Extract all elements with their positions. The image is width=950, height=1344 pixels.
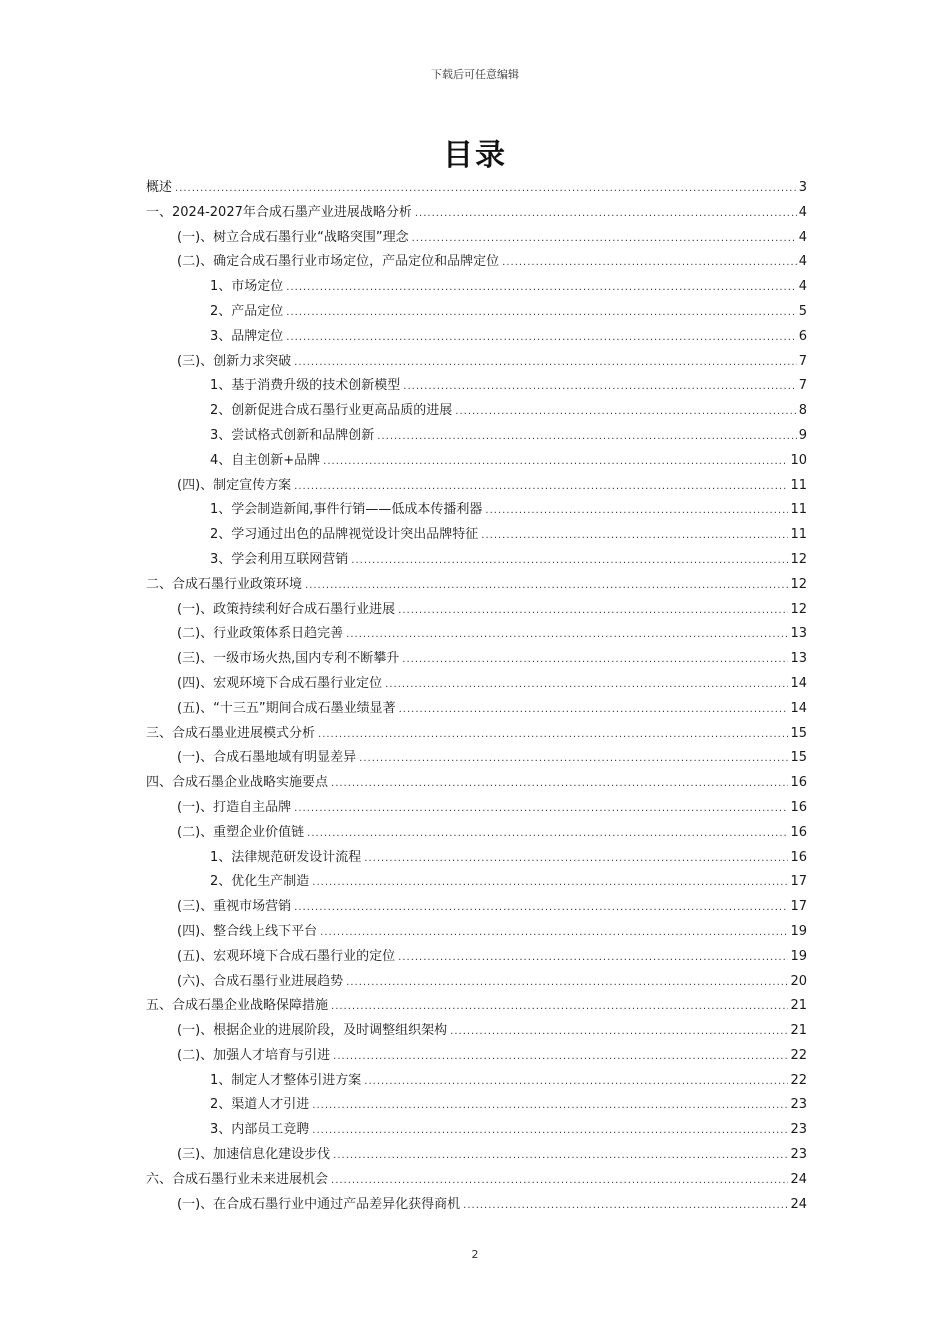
toc-entry[interactable] (146, 970, 807, 995)
toc-entry[interactable] (146, 523, 807, 548)
toc-entry[interactable] (146, 176, 807, 201)
toc-entry-page: 4 (798, 279, 807, 295)
toc-entry-title: (三)、创新力求突破 (177, 353, 292, 369)
toc-entry-title: 3、尝试格式创新和品牌创新 (210, 427, 375, 443)
toc-entry[interactable] (146, 1143, 807, 1168)
toc-entry-title: 2、创新促进合成石墨行业更高品质的进展 (210, 403, 453, 419)
toc-entry[interactable] (146, 945, 807, 970)
toc-entry-title: (一)、打造自主品牌 (177, 799, 292, 815)
toc-dot-leader (294, 896, 788, 921)
toc-entry[interactable] (146, 622, 807, 647)
header-note: 下载后可任意编辑 (431, 68, 519, 81)
toc-dot-leader (359, 747, 788, 772)
toc-dot-leader (403, 375, 796, 400)
toc-dot-leader (399, 698, 789, 723)
toc-entry-page: 13 (790, 626, 807, 642)
toc-entry-page: 14 (790, 675, 807, 691)
toc-entry-page: 10 (790, 452, 807, 468)
toc-entry[interactable] (146, 796, 807, 821)
toc-entry-page: 19 (790, 948, 807, 964)
toc-entry-title: (六)、合成石墨行业进展趋势 (177, 973, 344, 989)
toc-dot-leader (415, 202, 797, 227)
toc-entry-title: (一)、树立合成石墨行业“战略突围”理念 (177, 229, 409, 245)
toc-entry-title: (二)、重塑企业价值链 (177, 824, 305, 840)
toc-entry[interactable] (146, 746, 807, 771)
toc-entry[interactable] (146, 598, 807, 623)
toc-entry-title: 2、渠道人才引进 (210, 1097, 310, 1113)
toc-entry-title: 1、学会制造新闻,事件行销——低成本传播利器 (210, 502, 483, 518)
toc-dot-leader (331, 772, 788, 797)
toc-entry[interactable] (146, 697, 807, 722)
toc-entry[interactable] (146, 1069, 807, 1094)
toc-entry-title: 六、合成石墨行业未来进展机会 (146, 1171, 329, 1187)
toc-entry-page: 19 (790, 923, 807, 939)
toc-entry[interactable] (146, 771, 807, 796)
toc-entry-title: (四)、制定宣传方案 (177, 477, 292, 493)
toc-entry-page: 23 (790, 1097, 807, 1113)
toc-dot-leader (346, 623, 788, 648)
toc-dot-leader (323, 450, 788, 475)
toc-dot-leader (398, 599, 788, 624)
toc-entry-title: 概述 (146, 180, 173, 195)
toc-dot-leader (385, 673, 788, 698)
toc-entry-title: (一)、根据企业的进展阶段，及时调整组织架构 (177, 1023, 448, 1039)
toc-entry-page: 11 (790, 527, 807, 543)
toc-dot-leader (455, 400, 796, 425)
toc-dot-leader (377, 425, 796, 450)
toc-entry-title: (四)、宏观环境下合成石墨行业定位 (177, 675, 383, 691)
toc-dot-leader (481, 524, 788, 549)
toc-dot-leader (402, 648, 788, 673)
toc-entry[interactable] (146, 895, 807, 920)
toc-entry[interactable] (146, 498, 807, 523)
toc-entry[interactable] (146, 1093, 807, 1118)
toc-dot-leader (502, 251, 797, 276)
toc-entry[interactable] (146, 1168, 807, 1193)
toc-entry[interactable] (146, 399, 807, 424)
toc-entry-title: (二)、行业政策体系日趋完善 (177, 626, 344, 642)
toc-entry-title: (一)、合成石墨地域有明显差异 (177, 750, 357, 766)
toc-entry[interactable] (146, 226, 807, 251)
toc-entry-title: 三、合成石墨业进展模式分析 (146, 725, 316, 741)
toc-entry-page: 17 (790, 899, 807, 915)
toc-entry-page: 12 (790, 601, 807, 617)
toc-entry-title: 1、基于消费升级的技术创新模型 (210, 378, 401, 394)
toc-entry-title: 2、学习通过出色的品牌视觉设计突出品牌特征 (210, 527, 479, 543)
toc-entry-page: 8 (798, 403, 807, 419)
toc-entry[interactable] (146, 300, 807, 325)
toc-dot-leader (286, 301, 796, 326)
toc-entry-title: 2、产品定位 (210, 303, 284, 319)
toc-entry[interactable] (146, 250, 807, 275)
toc-entry-page: 23 (790, 1122, 807, 1138)
toc-entry-page: 20 (790, 973, 807, 989)
toc-entry-page: 23 (790, 1147, 807, 1163)
toc-entry-title: (五)、“十三五”期间合成石墨业绩显著 (177, 700, 396, 716)
toc-entry-page: 5 (798, 303, 807, 319)
toc-dot-leader (294, 475, 788, 500)
toc-dot-leader (364, 1070, 788, 1095)
toc-entry-page: 4 (798, 254, 807, 270)
toc-dot-leader (331, 995, 788, 1020)
toc-entry-title: 3、品牌定位 (210, 328, 284, 344)
toc-entry-page: 7 (798, 378, 807, 394)
toc-entry-page: 24 (790, 1171, 807, 1187)
toc-entry-page: 6 (798, 328, 807, 344)
toc-entry-title: 1、市场定位 (210, 279, 284, 295)
toc-entry-page: 16 (790, 849, 807, 865)
toc-entry-title: 一、2024-2027年合成石墨产业进展战略分析 (146, 204, 412, 220)
toc-entry-page: 24 (790, 1196, 807, 1212)
toc-entry[interactable] (146, 474, 807, 499)
toc-entry-page: 13 (790, 651, 807, 667)
toc-entry-page: 15 (790, 725, 807, 741)
table-of-contents (146, 176, 807, 1217)
toc-entry[interactable] (146, 1044, 807, 1069)
toc-entry-page: 22 (790, 1072, 807, 1088)
toc-entry-page: 16 (790, 799, 807, 815)
toc-dot-leader (305, 574, 788, 599)
toc-entry[interactable] (146, 548, 807, 573)
toc-entry-title: 3、学会利用互联网营销 (210, 551, 349, 567)
toc-entry-page: 12 (790, 551, 807, 567)
toc-entry-page: 7 (798, 353, 807, 369)
toc-dot-leader (351, 549, 788, 574)
toc-entry[interactable] (146, 275, 807, 300)
toc-entry-title: (二)、确定合成石墨行业市场定位，产品定位和品牌定位 (177, 254, 500, 270)
toc-dot-leader (312, 871, 788, 896)
toc-entry[interactable] (146, 325, 807, 350)
toc-entry-page: 15 (790, 750, 807, 766)
toc-dot-leader (307, 822, 788, 847)
toc-dot-leader (364, 847, 788, 872)
toc-entry-page: 11 (790, 477, 807, 493)
toc-dot-leader (294, 351, 797, 376)
toc-dot-leader (412, 227, 797, 252)
toc-entry-page: 22 (790, 1047, 807, 1063)
page-number: 2 (471, 1248, 479, 1261)
toc-entry[interactable] (146, 201, 807, 226)
toc-entry-page: 21 (790, 998, 807, 1014)
toc-entry-page: 11 (790, 502, 807, 518)
toc-entry-page: 3 (798, 180, 807, 195)
toc-dot-leader (398, 946, 788, 971)
toc-entry-title: (三)、加速信息化建设步伐 (177, 1147, 331, 1163)
toc-entry[interactable] (146, 920, 807, 945)
toc-entry-title: 2、优化生产制造 (210, 874, 310, 890)
toc-entry-page: 21 (790, 1023, 807, 1039)
toc-entry[interactable] (146, 994, 807, 1019)
toc-entry-title: 二、合成石墨行业政策环境 (146, 576, 303, 592)
toc-entry-title: (一)、在合成石墨行业中通过产品差异化获得商机 (177, 1196, 461, 1212)
toc-dot-leader (286, 276, 796, 301)
toc-entry[interactable] (146, 350, 807, 375)
toc-title: 目录 (443, 138, 507, 173)
toc-entry[interactable] (146, 424, 807, 449)
toc-entry-page: 16 (790, 775, 807, 791)
toc-dot-leader (333, 1144, 788, 1169)
toc-entry-page: 16 (790, 824, 807, 840)
toc-entry-title: 4、自主创新+品牌 (210, 452, 321, 468)
toc-dot-leader (463, 1194, 788, 1219)
toc-entry-title: (一)、政策持续利好合成石墨行业进展 (177, 601, 396, 617)
toc-entry-title: (四)、整合线上线下平台 (177, 923, 318, 939)
toc-entry-page: 12 (790, 576, 807, 592)
toc-dot-leader (331, 1169, 788, 1194)
toc-entry[interactable] (146, 870, 807, 895)
toc-dot-leader (450, 1020, 788, 1045)
toc-dot-leader (312, 1119, 788, 1144)
toc-dot-leader (333, 1045, 788, 1070)
toc-entry[interactable] (146, 1019, 807, 1044)
toc-entry[interactable] (146, 846, 807, 871)
toc-entry-title: (三)、一级市场火热,国内专利不断攀升 (177, 651, 400, 667)
toc-entry-title: (五)、宏观环境下合成石墨行业的定位 (177, 948, 396, 964)
toc-entry-title: (三)、重视市场营销 (177, 899, 292, 915)
toc-entry[interactable] (146, 647, 807, 672)
toc-entry-page: 14 (790, 700, 807, 716)
toc-dot-leader (346, 971, 788, 996)
toc-entry-page: 17 (790, 874, 807, 890)
toc-entry-title: 1、法律规范研发设计流程 (210, 849, 362, 865)
toc-entry-title: 1、制定人才整体引进方案 (210, 1072, 362, 1088)
toc-entry[interactable] (146, 722, 807, 747)
toc-entry[interactable] (146, 573, 807, 598)
toc-entry[interactable] (146, 374, 807, 399)
toc-entry-page: 4 (798, 204, 807, 220)
toc-entry-page: 9 (798, 427, 807, 443)
toc-entry-title: 五、合成石墨企业战略保障措施 (146, 998, 329, 1014)
toc-entry-title: 四、合成石墨企业战略实施要点 (146, 775, 329, 791)
toc-entry[interactable] (146, 672, 807, 697)
toc-entry-page: 4 (798, 229, 807, 245)
toc-entry[interactable] (146, 821, 807, 846)
toc-dot-leader (286, 326, 796, 351)
toc-dot-leader (485, 499, 788, 524)
toc-dot-leader (294, 797, 788, 822)
toc-entry-title: 3、内部员工竞聘 (210, 1122, 310, 1138)
toc-entry-title: (二)、加强人才培育与引进 (177, 1047, 331, 1063)
toc-dot-leader (318, 723, 788, 748)
toc-entry[interactable] (146, 449, 807, 474)
toc-dot-leader (312, 1094, 788, 1119)
toc-entry[interactable] (146, 1193, 807, 1218)
toc-dot-leader (175, 177, 797, 202)
toc-entry[interactable] (146, 1118, 807, 1143)
toc-dot-leader (320, 921, 788, 946)
